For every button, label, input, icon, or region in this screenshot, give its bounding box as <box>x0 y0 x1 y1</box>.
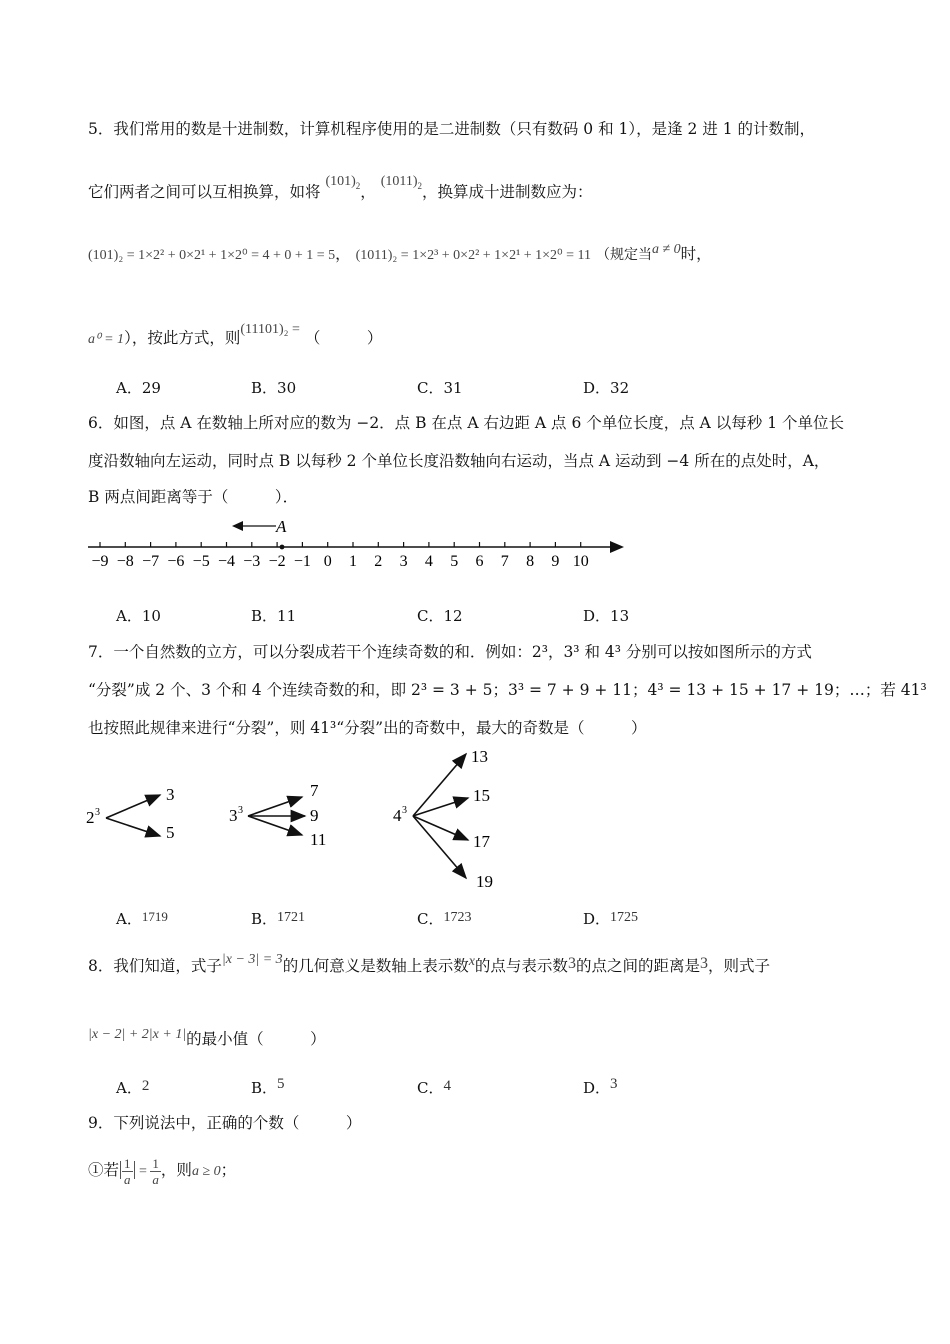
q8-option-b[interactable]: B．5 <box>251 1076 285 1097</box>
number-line-tick-label: 3 <box>399 553 408 570</box>
q8-option-a[interactable]: A．2 <box>116 1078 150 1097</box>
number-line-tick-label: −9 <box>91 553 109 570</box>
q5-option-a[interactable]: A．29 <box>116 379 161 397</box>
number-line-tick-label: −1 <box>293 553 311 570</box>
q6-option-b[interactable]: B．11 <box>251 607 297 625</box>
number-line-arrowhead <box>610 541 624 553</box>
number-line-tick-label: 2 <box>374 553 383 570</box>
q6-line3: B 两点间距离等于（ ）． <box>88 488 299 506</box>
q9-item1: ①若 $\frac{1}{a}$ = $\frac{1}{a}$ ，则a ≥ 0； <box>88 1155 237 1187</box>
g1-exp: 3 <box>95 807 100 818</box>
q6-line2: 度沿数轴向左运动，同时点 B 以每秒 2 个单位长度沿数轴向右运动，当点 A 运动到 −4 所在的点处时，A， <box>88 452 830 470</box>
number-line-tick-label: 7 <box>500 553 509 570</box>
g1-base: 2 <box>86 808 95 827</box>
number-line-tick-label: −3 <box>243 553 261 570</box>
q8-line1: 8．我们知道，式子|x − 3| = 3的几何意义是数轴上表示数x的点与表示数3的点之间的距离是3，则式子 <box>88 952 770 975</box>
q6-option-d[interactable]: D．13 <box>583 607 630 625</box>
q5-line3: (101)₂ = 1×2² + 0×2¹ + 1×2⁰ = 4 + 0 + 1 = 5， (1011)₂ = 1×2³ + 0×2² + 1×2¹ + 1×2⁰ = 11 （规定当a ≠ 0时， <box>88 242 712 263</box>
number-line-tick-label: 8 <box>526 553 535 570</box>
q7-line3: 也按照此规律来进行“分裂”，则 41³“分裂”出的奇数中，最大的奇数是（ ） <box>88 719 647 737</box>
number-line-tick-label: −8 <box>116 553 134 570</box>
q7-option-d[interactable]: D．1725 <box>583 910 639 928</box>
q7-line1: 7．一个自然数的立方，可以分裂成若干个连续奇数的和．例如：2³，3³ 和 4³ 分别可以按如图所示的方式 <box>88 643 812 661</box>
q5-line4: a⁰ = 1），按此方式，则(11101)₂ = （ ） <box>88 322 383 347</box>
number-line-tick-label: 9 <box>551 553 560 570</box>
g3-val-3: 19 <box>476 872 493 891</box>
number-line-tick-label: 5 <box>450 553 459 570</box>
q8-line2: |x − 2| + 2|x + 1|的最小值（ ） <box>88 1027 326 1048</box>
number-line-tick-label: −6 <box>167 553 185 570</box>
g3-val-1: 15 <box>473 786 490 805</box>
q6-option-a[interactable]: A．10 <box>116 607 161 625</box>
q7-option-b[interactable]: B．1721 <box>251 910 306 928</box>
q5-line2: 它们两者之间可以互相换算，如将 $(101)_2$， $(1011)_2$，换算成十进制数应为： <box>88 174 593 201</box>
cube-split-figure <box>80 740 520 900</box>
point-a-motion-arrowhead <box>232 521 243 531</box>
number-line-tick-label: −4 <box>217 553 236 570</box>
point-a-label: A <box>276 517 287 536</box>
g2-val-1: 9 <box>310 806 319 825</box>
number-line-tick-label: 6 <box>475 553 484 570</box>
q7-option-a[interactable]: A．1719 <box>116 909 168 928</box>
number-line-tick-label: −2 <box>268 553 286 570</box>
q8-abs-expr: |x − 3| = 3 <box>221 952 283 967</box>
q9-fraction-abs: $\frac{1}{a}$ <box>124 1155 131 1187</box>
number-line-tick-label: −5 <box>192 553 210 570</box>
point-a-dot <box>280 545 285 550</box>
number-line-tick-label: 1 <box>349 553 357 570</box>
q8-option-d[interactable]: D．3 <box>583 1076 618 1097</box>
q5-option-d[interactable]: D．32 <box>583 379 630 397</box>
q6-option-c[interactable]: C．12 <box>417 607 463 625</box>
q8-option-c[interactable]: C．4 <box>417 1078 451 1097</box>
q5-option-b[interactable]: B．30 <box>251 379 297 397</box>
q5-formula1: (101)₂ = 1×2² + 0×2¹ + 1×2⁰ = 4 + 0 + 1 = 5 <box>88 248 336 263</box>
q5-formula2: (1011)₂ = 1×2³ + 0×2² + 1×2¹ + 1×2⁰ = 11 <box>355 248 592 263</box>
q9-line1: 9．下列说法中，正确的个数（ ） <box>88 1114 362 1132</box>
g3-val-2: 17 <box>473 832 490 851</box>
number-line-tick-label: 4 <box>424 553 433 570</box>
q6-line1: 6．如图，点 A 在数轴上所对应的数为 −2．点 B 在点 A 右边距 A 点 6 个单位长度，点 A 以每秒 1 个单位长 <box>88 414 845 432</box>
g2-val-2: 11 <box>310 830 327 849</box>
g3-base: 4 <box>393 806 402 825</box>
q8-expr2: |x − 2| + 2|x + 1| <box>88 1027 187 1042</box>
g2-val-0: 7 <box>310 781 319 800</box>
g2-base: 3 <box>229 806 238 825</box>
number-line-figure <box>80 510 640 580</box>
q7-option-c[interactable]: C．1723 <box>417 910 472 928</box>
g2-exp: 3 <box>238 805 243 816</box>
q5-option-c[interactable]: C．31 <box>417 379 463 397</box>
number-line-tick-label: −7 <box>142 553 160 570</box>
number-line-tick-label: 10 <box>572 553 589 570</box>
q7-line2: “分裂”成 2 个、3 个和 4 个连续奇数的和，即 2³ = 3 + 5；3³ = 7 + 9 + 11；4³ = 13 + 15 + 17 + 19；…；若 41³ <box>88 681 927 699</box>
g1-val-0: 3 <box>166 785 175 804</box>
q9-fraction: $\frac{1}{a}$ <box>152 1155 159 1187</box>
g3-val-0: 13 <box>471 747 488 766</box>
g3-exp: 3 <box>402 805 407 816</box>
q5-line1: 5．我们常用的数是十进制数，计算机程序使用的是二进制数（只有数码 0 和 1），是逢 2 进 1 的计数制， <box>88 120 816 138</box>
number-line-tick-label: 0 <box>323 553 332 570</box>
g1-val-1: 5 <box>166 823 175 842</box>
